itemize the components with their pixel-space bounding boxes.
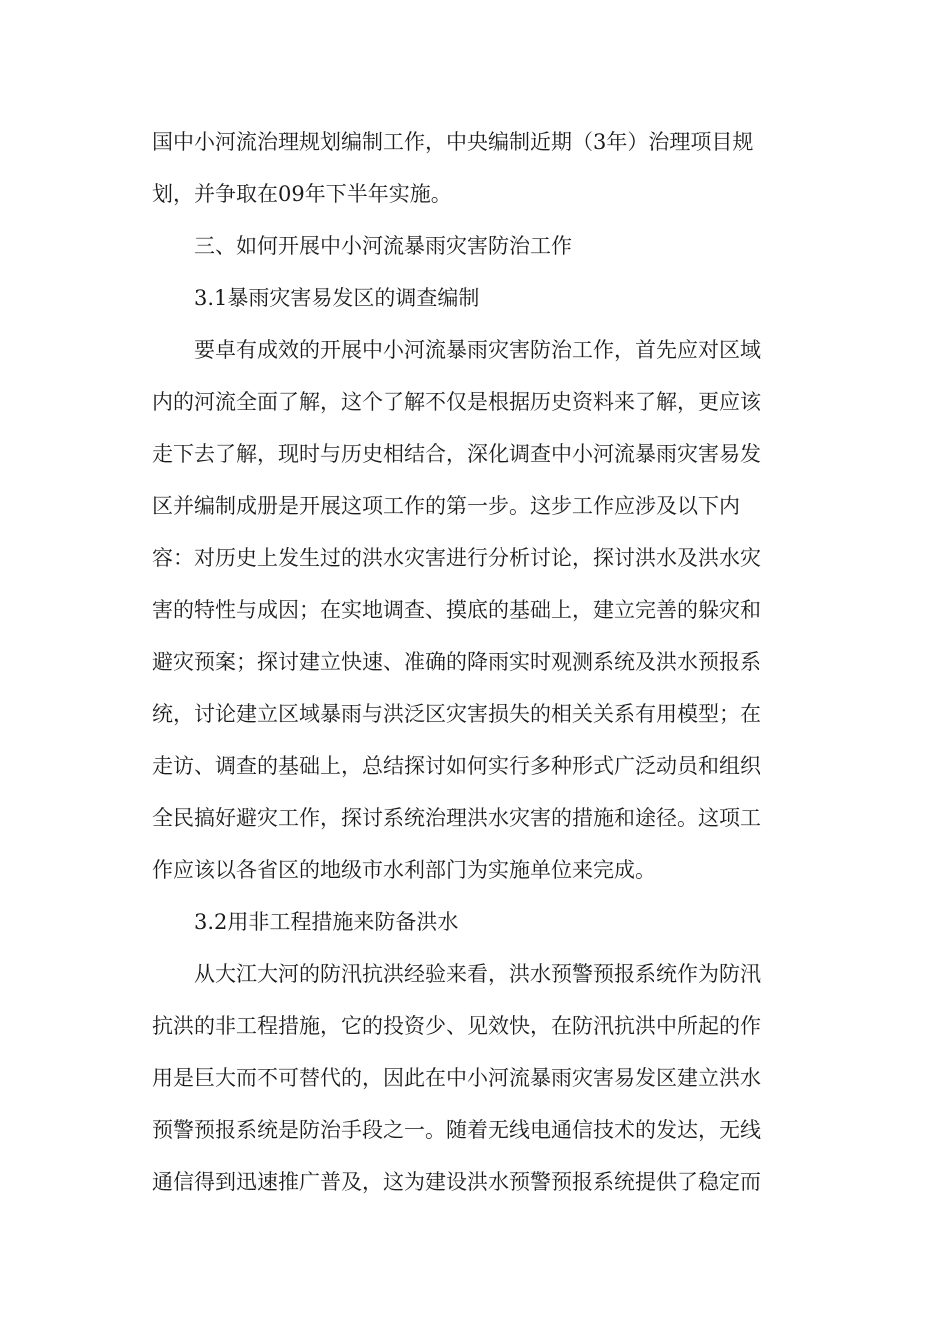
section-heading: 三、如何开展中小河流暴雨灾害防治工作 [194,234,572,258]
document-body [152,116,798,1208]
paragraph-line: 抗洪的非工程措施，它的投资少、见效快，在防汛抗洪中所起的作 [152,1014,761,1038]
section-heading: 3.1暴雨灾害易发区的调查编制 [194,286,480,310]
paragraph-line: 害的特性与成因；在实地调查、摸底的基础上，建立完善的躲灾和 [152,598,761,622]
paragraph-line: 用是巨大而不可替代的，因此在中小河流暴雨灾害易发区建立洪水 [152,1066,761,1090]
paragraph-line: 划，并争取在09年下半年实施。 [152,182,452,206]
paragraph-line: 从大江大河的防汛抗洪经验来看，洪水预警预报系统作为防汛 [194,962,761,986]
paragraph-line: 作应该以各省区的地级市水利部门为实施单位来完成。 [152,858,656,882]
paragraph-line: 全民搞好避灾工作，探讨系统治理洪水灾害的措施和途径。这项工 [152,806,761,830]
paragraph-line: 国中小河流治理规划编制工作，中央编制近期（3年）治理项目规 [152,130,754,154]
paragraph-line: 走访、调查的基础上，总结探讨如何实行多种形式广泛动员和组织 [152,754,761,778]
paragraph-line: 统，讨论建立区域暴雨与洪泛区灾害损失的相关关系有用模型；在 [152,702,761,726]
section-heading: 3.2用非工程措施来防备洪水 [194,910,459,934]
paragraph-line: 区并编制成册是开展这项工作的第一步。这步工作应涉及以下内 [152,494,740,518]
paragraph-line: 通信得到迅速推广普及，这为建设洪水预警预报系统提供了稳定而 [152,1170,761,1194]
paragraph-line: 内的河流全面了解，这个了解不仅是根据历史资料来了解，更应该 [152,390,761,414]
paragraph-line: 容：对历史上发生过的洪水灾害进行分析讨论，探讨洪水及洪水灾 [152,546,761,570]
paragraph-line: 要卓有成效的开展中小河流暴雨灾害防治工作，首先应对区域 [194,338,761,362]
paragraph-line: 走下去了解，现时与历史相结合，深化调查中小河流暴雨灾害易发 [152,442,761,466]
paragraph-line: 预警预报系统是防治手段之一。随着无线电通信技术的发达，无线 [152,1118,761,1142]
paragraph-line: 避灾预案；探讨建立快速、准确的降雨实时观测系统及洪水预报系 [152,650,761,674]
